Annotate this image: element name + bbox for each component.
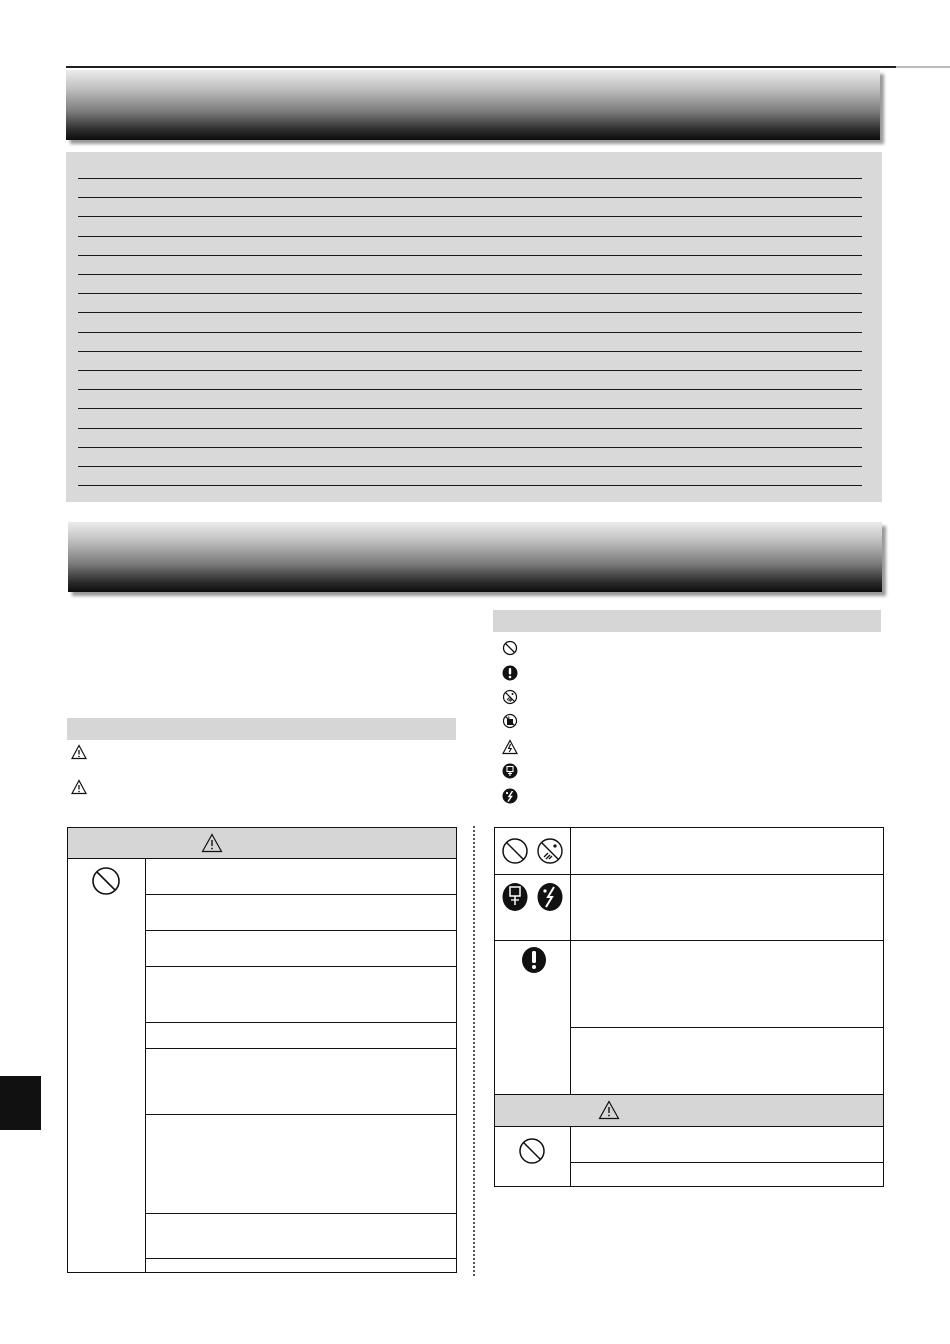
toc-row: [78, 485, 862, 486]
table-row: [571, 1162, 883, 1163]
toc-row: [78, 293, 862, 294]
table-row: [146, 930, 456, 931]
table-row: [146, 1022, 456, 1023]
electric-shock-warning-icon: [502, 739, 518, 755]
table-row: [146, 1048, 456, 1049]
caution-triangle-icon: [71, 779, 87, 795]
toc-row: [78, 428, 862, 429]
symbol-legend-bar: [493, 610, 881, 632]
column-separator: [473, 826, 475, 1276]
toc-row: [78, 408, 862, 409]
instruction-table: [494, 827, 884, 1187]
warning-triangle-icon: [201, 833, 223, 853]
prohibited-icon: [518, 1137, 546, 1165]
warning-table-header: [68, 828, 456, 858]
toc-row: [78, 447, 862, 448]
warning-table: [67, 827, 457, 1273]
no-wet-hands-icon: [502, 689, 518, 705]
caution-table-header: [495, 1095, 883, 1126]
toc-row: [78, 216, 862, 217]
toc-row: [78, 274, 862, 275]
toc-row: [78, 466, 862, 467]
prohibited-icon: [91, 866, 121, 896]
toc-row: [78, 370, 862, 371]
top-rule: [66, 66, 896, 68]
table-row: [571, 1027, 883, 1028]
safety-precautions-banner: [68, 522, 882, 592]
no-wet-hands-icon: [536, 837, 564, 865]
caution-triangle-icon: [598, 1100, 620, 1120]
table-row: [146, 1213, 456, 1214]
toc-row: [78, 236, 862, 237]
table-row: [146, 966, 456, 967]
disconnect-power-plug-icon: [502, 763, 518, 779]
warning-triangle-icon: [71, 744, 87, 760]
hazard-level-bar: [67, 718, 456, 740]
mandatory-instruction-icon: [502, 665, 518, 681]
prohibited-icon: [501, 837, 529, 865]
toc-row: [78, 197, 862, 198]
toc-row: [78, 312, 862, 313]
disconnect-power-plug-icon: [501, 882, 529, 912]
table-row: [146, 894, 456, 895]
top-rule-tail: [896, 66, 950, 68]
mandatory-instruction-icon: [521, 946, 547, 974]
earth-ground-icon: [502, 788, 518, 804]
toc-row: [78, 332, 862, 333]
section-tab: [0, 1076, 41, 1130]
no-water-splash-icon: [502, 713, 518, 729]
table-of-contents-banner: [66, 70, 880, 140]
earth-ground-icon: [536, 882, 564, 912]
table-of-contents-panel: [66, 152, 882, 502]
toc-row: [78, 178, 862, 179]
prohibited-icon: [502, 640, 518, 656]
toc-row: [78, 351, 862, 352]
toc-row: [78, 255, 862, 256]
toc-row: [78, 389, 862, 390]
table-row: [146, 1114, 456, 1115]
table-row: [146, 1258, 456, 1259]
